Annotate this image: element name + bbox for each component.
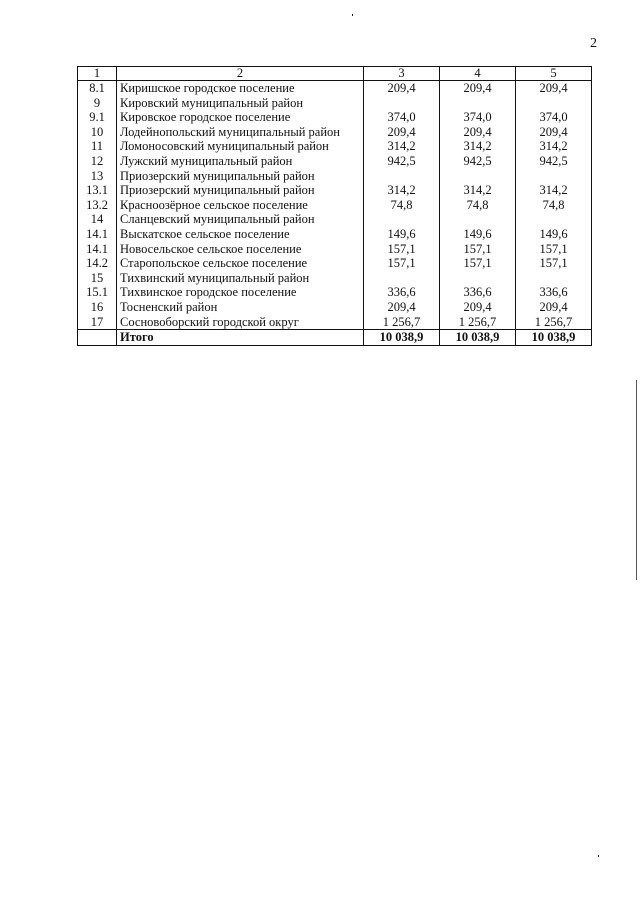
row-value-4: 314,2: [440, 139, 516, 154]
row-value-3: 1 256,7: [364, 315, 440, 330]
row-number: 13: [78, 169, 117, 184]
row-value-5: 149,6: [516, 227, 592, 242]
column-header-3: 3: [364, 67, 440, 81]
row-name: Киришское городское поселение: [117, 81, 364, 96]
table-row: [78, 125, 592, 140]
row-name: Лодейнопольский муниципальный район: [117, 125, 364, 140]
row-value-3: 314,2: [364, 183, 440, 198]
row-name: Лужский муниципальный район: [117, 154, 364, 169]
row-value-5: 942,5: [516, 154, 592, 169]
row-name: Сосновоборский городской округ: [117, 315, 364, 330]
row-name: Ломоносовский муниципальный район: [117, 139, 364, 154]
row-value-5: 314,2: [516, 139, 592, 154]
row-value-5: [516, 96, 592, 111]
row-number: 14.1: [78, 227, 117, 242]
row-name: Тихвинское городское поселение: [117, 285, 364, 300]
row-value-4: 336,6: [440, 285, 516, 300]
row-name: Сланцевский муниципальный район: [117, 212, 364, 227]
table-row: [78, 96, 592, 111]
row-number: 11: [78, 139, 117, 154]
row-value-4: 209,4: [440, 81, 516, 96]
table-row: [78, 154, 592, 169]
row-value-3: 374,0: [364, 110, 440, 125]
row-value-3: 209,4: [364, 300, 440, 315]
table-row: [78, 212, 592, 227]
row-value-5: 314,2: [516, 183, 592, 198]
row-value-3: 209,4: [364, 125, 440, 140]
data-table: [77, 66, 592, 346]
row-value-4: [440, 271, 516, 286]
row-name: Выскатское сельское поселение: [117, 227, 364, 242]
row-value-3: [364, 96, 440, 111]
row-value-3: [364, 271, 440, 286]
row-number: 14.1: [78, 242, 117, 257]
table-row: [78, 285, 592, 300]
row-value-5: 209,4: [516, 81, 592, 96]
total-value-5: 10 038,9: [516, 330, 592, 346]
table-row: [78, 227, 592, 242]
row-value-4: [440, 169, 516, 184]
row-value-3: 209,4: [364, 81, 440, 96]
table-row: [78, 315, 592, 330]
row-value-4: 157,1: [440, 242, 516, 257]
row-value-5: 336,6: [516, 285, 592, 300]
row-number: 12: [78, 154, 117, 169]
row-value-4: 149,6: [440, 227, 516, 242]
row-value-3: [364, 212, 440, 227]
total-num: [78, 330, 117, 346]
row-value-5: 157,1: [516, 256, 592, 271]
table-row: [78, 169, 592, 184]
row-value-4: 74,8: [440, 198, 516, 213]
row-number: 16: [78, 300, 117, 315]
row-number: 10: [78, 125, 117, 140]
table-row: [78, 183, 592, 198]
row-number: 9.1: [78, 110, 117, 125]
row-name: Старопольское сельское поселение: [117, 256, 364, 271]
row-name: Приозерский муниципальный район: [117, 183, 364, 198]
row-number: 15.1: [78, 285, 117, 300]
total-label: Итого: [117, 330, 364, 346]
table-row: [78, 110, 592, 125]
column-header-1: 1: [78, 67, 117, 81]
scan-speck: [598, 855, 599, 857]
table-row: [78, 300, 592, 315]
scan-edge-mark: [636, 380, 637, 580]
row-value-4: 209,4: [440, 125, 516, 140]
row-number: 9: [78, 96, 117, 111]
row-number: 14: [78, 212, 117, 227]
row-value-5: [516, 271, 592, 286]
row-number: 13.2: [78, 198, 117, 213]
column-header-4: 4: [440, 67, 516, 81]
table-row: [78, 198, 592, 213]
row-value-5: 157,1: [516, 242, 592, 257]
row-value-3: 314,2: [364, 139, 440, 154]
row-name: Кировское городское поселение: [117, 110, 364, 125]
table-row: [78, 242, 592, 257]
row-number: 13.1: [78, 183, 117, 198]
row-value-5: 209,4: [516, 300, 592, 315]
row-value-5: 74,8: [516, 198, 592, 213]
row-value-4: 374,0: [440, 110, 516, 125]
row-value-5: 209,4: [516, 125, 592, 140]
table-row: [78, 81, 592, 96]
row-number: 17: [78, 315, 117, 330]
row-value-3: 942,5: [364, 154, 440, 169]
row-value-4: [440, 212, 516, 227]
row-name: Тосненский район: [117, 300, 364, 315]
row-value-5: 1 256,7: [516, 315, 592, 330]
row-value-4: 1 256,7: [440, 315, 516, 330]
row-value-4: [440, 96, 516, 111]
column-header-2: 2: [117, 67, 364, 81]
row-number: 8.1: [78, 81, 117, 96]
row-value-4: 942,5: [440, 154, 516, 169]
row-value-3: 157,1: [364, 256, 440, 271]
row-name: Кировский муниципальный район: [117, 96, 364, 111]
row-value-5: [516, 212, 592, 227]
total-value-3: 10 038,9: [364, 330, 440, 346]
row-value-3: [364, 169, 440, 184]
row-name: Тихвинский муниципальный район: [117, 271, 364, 286]
row-value-5: [516, 169, 592, 184]
row-value-4: 314,2: [440, 183, 516, 198]
row-value-3: 74,8: [364, 198, 440, 213]
row-name: Красноозёрное сельское поселение: [117, 198, 364, 213]
scan-speck: [352, 14, 353, 16]
table-row: [78, 256, 592, 271]
row-value-3: 157,1: [364, 242, 440, 257]
row-value-5: 374,0: [516, 110, 592, 125]
row-value-3: 336,6: [364, 285, 440, 300]
table-row: [78, 271, 592, 286]
row-name: Приозерский муниципальный район: [117, 169, 364, 184]
table-row: [78, 139, 592, 154]
row-value-4: 209,4: [440, 300, 516, 315]
table-body: [78, 81, 592, 330]
total-row: [78, 330, 592, 346]
header-row: [78, 67, 592, 81]
row-value-3: 149,6: [364, 227, 440, 242]
row-number: 15: [78, 271, 117, 286]
row-name: Новосельское сельское поселение: [117, 242, 364, 257]
page-number: 2: [590, 36, 597, 51]
total-value-4: 10 038,9: [440, 330, 516, 346]
row-number: 14.2: [78, 256, 117, 271]
column-header-5: 5: [516, 67, 592, 81]
row-value-4: 157,1: [440, 256, 516, 271]
